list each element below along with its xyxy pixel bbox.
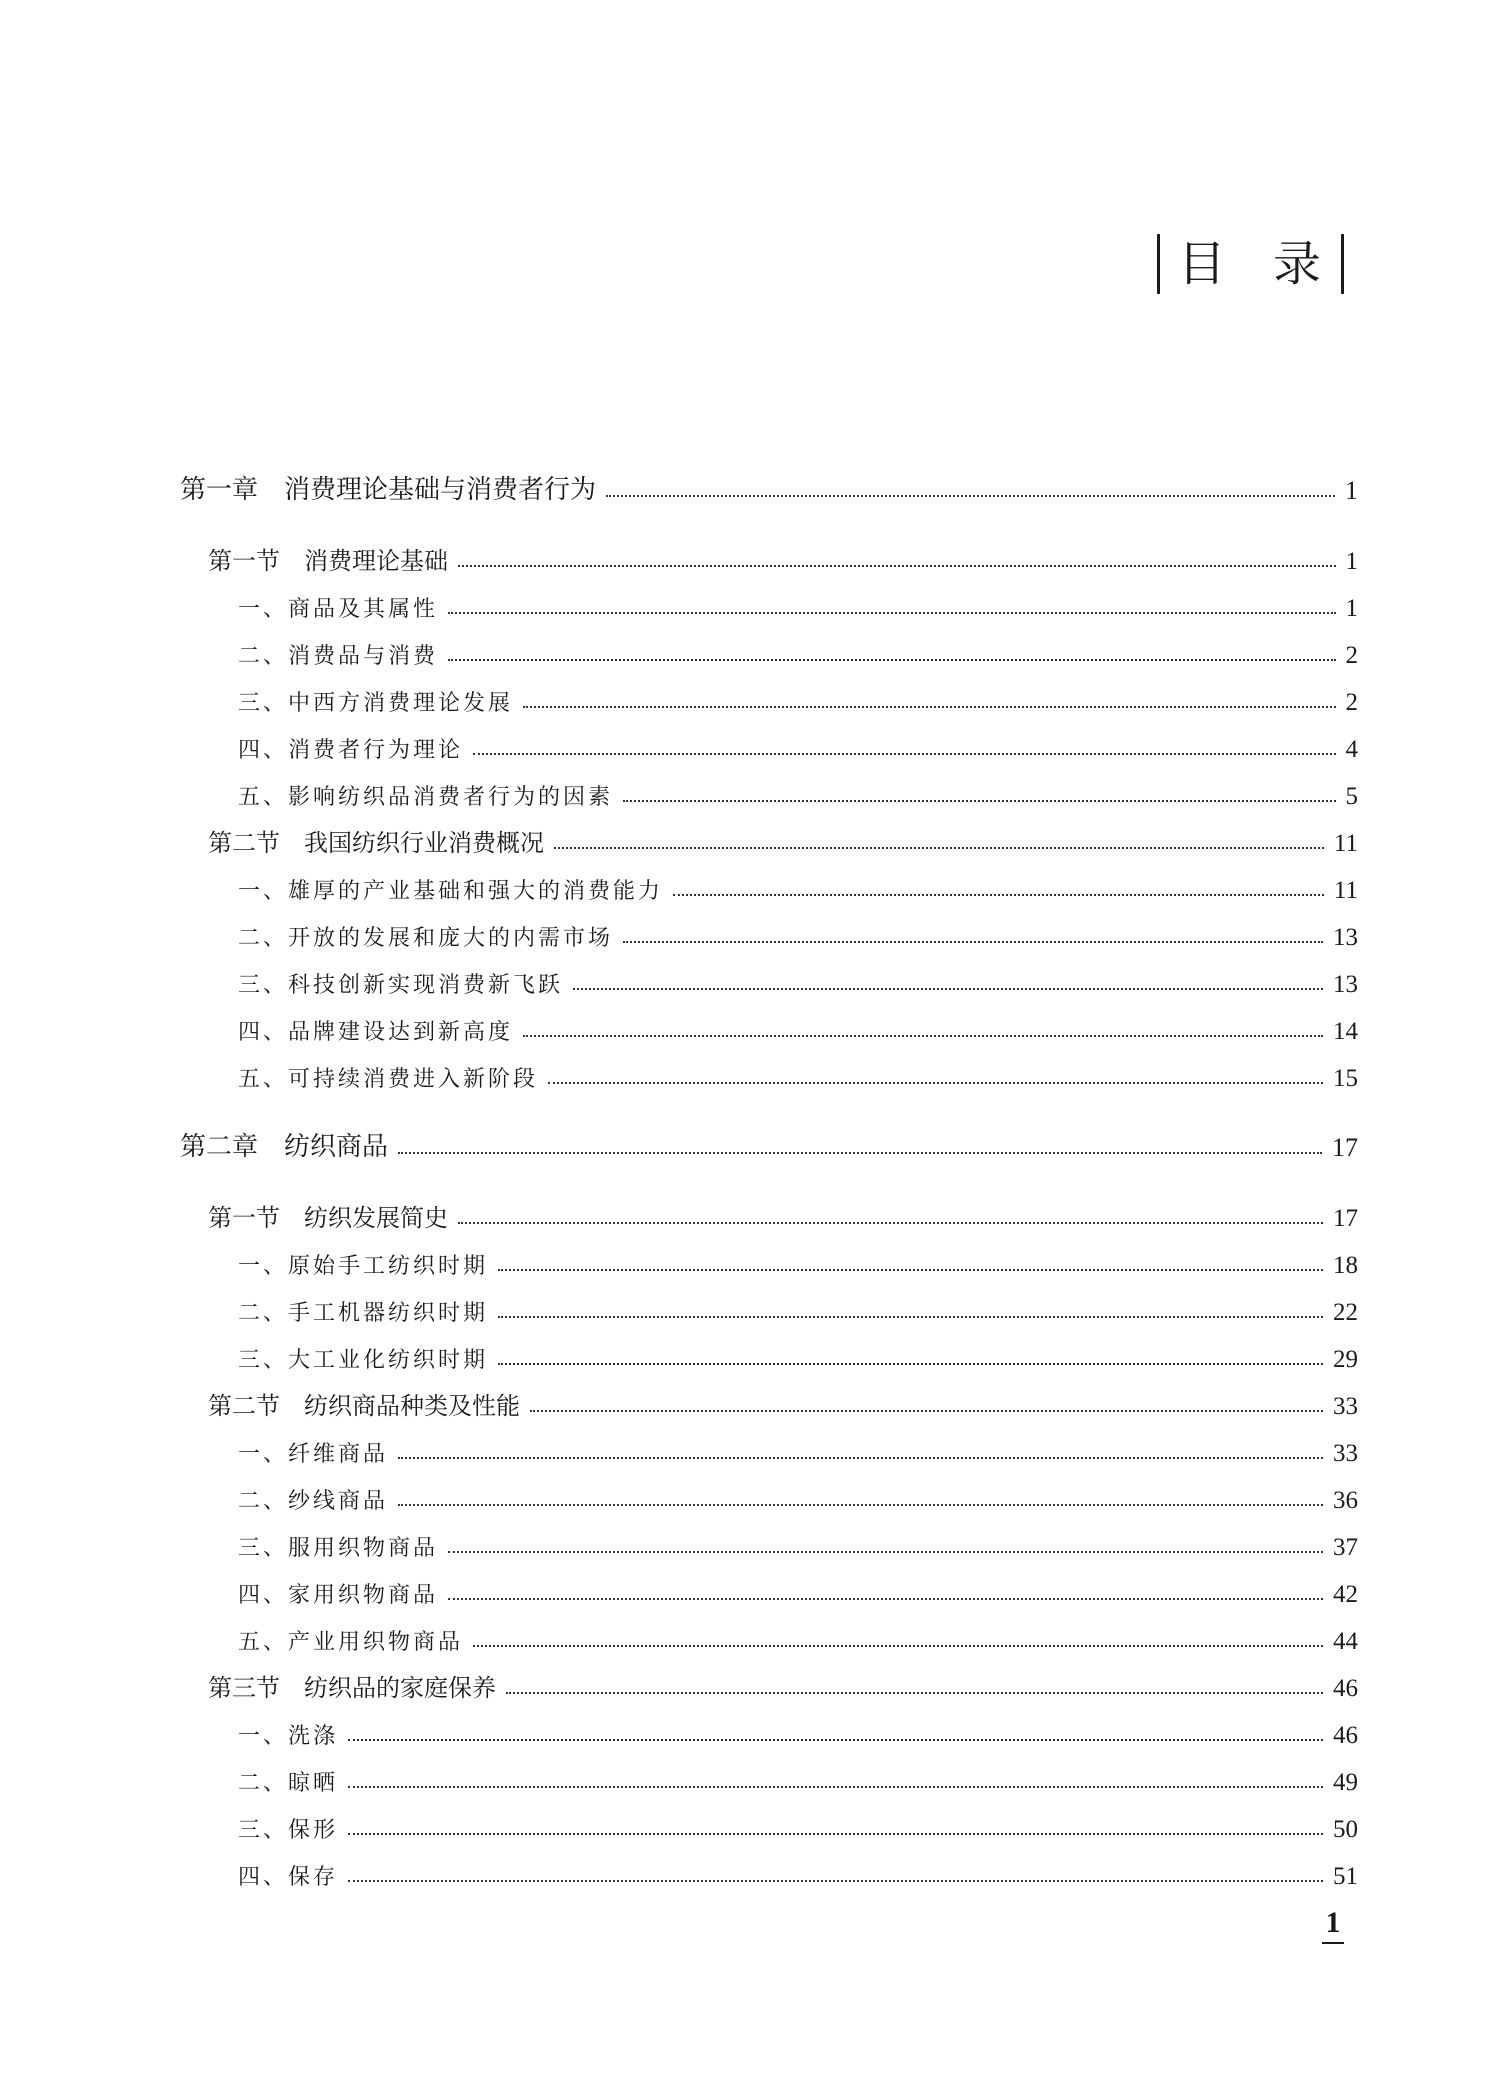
toc-entry-page: 36 (1333, 1487, 1358, 1514)
toc-title-text: 目 录 (1177, 236, 1337, 292)
toc-entry-page: 5 (1345, 783, 1358, 810)
toc-section (0, 536, 1504, 576)
toc-leader-dots (554, 847, 1324, 849)
footer-page-rule (1322, 1942, 1344, 1944)
toc-entry-label: 二、晾晒 (238, 1771, 339, 1796)
toc-entry-page: 2 (1345, 689, 1358, 716)
toc-leader-dots (473, 1645, 1323, 1647)
toc-subsection (0, 1240, 1504, 1280)
toc-entry-page: 29 (1333, 1346, 1358, 1373)
toc-entry-page: 1 (1345, 595, 1358, 622)
toc-entry-label: 三、保形 (238, 1818, 339, 1843)
toc-leader-dots (348, 1786, 1323, 1788)
toc-subsection (0, 630, 1504, 670)
toc-subsection (0, 724, 1504, 764)
toc-entry-label: 二、手工机器纺织时期 (238, 1301, 489, 1326)
toc-subsection (0, 1616, 1504, 1656)
toc-leader-dots (458, 565, 1336, 567)
toc-entry-page: 13 (1333, 924, 1358, 951)
toc-entry-page: 42 (1333, 1581, 1358, 1608)
toc-entry-page: 22 (1333, 1299, 1358, 1326)
toc-subsection (0, 865, 1504, 905)
toc-entry-label: 四、品牌建设达到新高度 (238, 1020, 514, 1045)
toc-leader-dots (473, 753, 1335, 755)
toc-entry-page: 37 (1333, 1534, 1358, 1561)
toc-leader-dots (448, 1551, 1323, 1553)
toc-subsection (0, 1287, 1504, 1327)
toc-entry-label: 第一章 消费理论基础与消费者行为 (180, 475, 597, 505)
toc-entry-page: 33 (1333, 1440, 1358, 1467)
toc-entry-label: 三、服用织物商品 (238, 1536, 439, 1561)
footer-page-number (1322, 1906, 1344, 1944)
toc-entry-label: 第二节 我国纺织行业消费概况 (208, 829, 544, 857)
toc-subsection (0, 1804, 1504, 1844)
toc-entry-page: 46 (1333, 1722, 1358, 1749)
toc-subsection (0, 959, 1504, 999)
toc-entry-page: 13 (1333, 971, 1358, 998)
toc-section (0, 1193, 1504, 1233)
toc-leader-dots (573, 988, 1323, 990)
toc-entry-label: 四、消费者行为理论 (238, 738, 464, 763)
toc-subsection (0, 1006, 1504, 1046)
toc-entry-page: 1 (1345, 476, 1358, 505)
toc-entry-label: 二、开放的发展和庞大的内需市场 (238, 926, 614, 951)
toc-entry-page: 33 (1333, 1393, 1358, 1420)
toc-entry-page: 17 (1332, 1133, 1358, 1162)
toc-section (0, 818, 1504, 858)
toc-leader-dots (606, 495, 1335, 497)
toc-leader-dots (398, 1152, 1322, 1154)
toc-entry-page: 11 (1333, 877, 1358, 904)
toc-entry-page: 1 (1345, 548, 1358, 575)
toc-entry-label: 第二章 纺织商品 (180, 1132, 389, 1162)
toc-leader-dots (498, 1316, 1323, 1318)
toc-entry-page: 14 (1333, 1018, 1358, 1045)
toc-subsection (0, 1428, 1504, 1468)
toc-leader-dots (458, 1222, 1323, 1224)
toc-entry-page: 15 (1333, 1065, 1358, 1092)
toc-title (1157, 232, 1344, 296)
toc-leader-dots (673, 894, 1324, 896)
toc-subsection (0, 1757, 1504, 1797)
toc-entry-page: 18 (1333, 1252, 1358, 1279)
toc-leader-dots (530, 1410, 1323, 1412)
toc-subsection (0, 771, 1504, 811)
toc-subsection (0, 912, 1504, 952)
toc-entry-label: 三、科技创新实现消费新飞跃 (238, 973, 564, 998)
toc-entry-page: 2 (1345, 642, 1358, 669)
toc-entry-label: 五、可持续消费进入新阶段 (238, 1067, 539, 1092)
toc-leader-dots (398, 1457, 1323, 1459)
toc-entry-label: 一、纤维商品 (238, 1442, 389, 1467)
toc-entry-page: 50 (1333, 1816, 1358, 1843)
toc-entry-label: 三、大工业化纺织时期 (238, 1348, 489, 1373)
toc-entry-page: 44 (1333, 1628, 1358, 1655)
toc-entry-label: 二、纱线商品 (238, 1489, 389, 1514)
toc-subsection (0, 677, 1504, 717)
toc-leader-dots (348, 1880, 1323, 1882)
toc-chapter (0, 466, 1504, 506)
toc-entry-label: 四、家用织物商品 (238, 1583, 439, 1608)
toc-subsection (0, 1710, 1504, 1750)
toc-chapter (0, 1123, 1504, 1163)
toc-entry-label: 一、雄厚的产业基础和强大的消费能力 (238, 879, 664, 904)
toc-leader-dots (548, 1082, 1323, 1084)
toc-leader-dots (448, 659, 1335, 661)
toc-entry-label: 一、商品及其属性 (238, 597, 439, 622)
toc-entry-label: 一、洗涤 (238, 1724, 339, 1749)
toc-leader-dots (498, 1269, 1323, 1271)
toc-entry-label: 二、消费品与消费 (238, 644, 439, 669)
toc-entry-label: 第三节 纺织品的家庭保养 (208, 1674, 496, 1702)
toc-leader-dots (523, 1035, 1323, 1037)
toc-entry-label: 第一节 消费理论基础 (208, 547, 448, 575)
toc-entry-page: 17 (1333, 1205, 1358, 1232)
toc-subsection (0, 1053, 1504, 1093)
toc-entry-label: 三、中西方消费理论发展 (238, 691, 514, 716)
toc-subsection (0, 1475, 1504, 1515)
toc-subsection (0, 1522, 1504, 1562)
toc-entry-page: 4 (1345, 736, 1358, 763)
toc-subsection (0, 1569, 1504, 1609)
toc-leader-dots (506, 1692, 1323, 1694)
toc-leader-dots (623, 800, 1335, 802)
toc-entry-label: 五、产业用织物商品 (238, 1630, 464, 1655)
toc-entry-page: 51 (1333, 1863, 1358, 1890)
toc-entry-page: 11 (1333, 830, 1358, 857)
toc-leader-dots (348, 1739, 1323, 1741)
toc-leader-dots (348, 1833, 1323, 1835)
toc-entry-page: 49 (1333, 1769, 1358, 1796)
toc-leader-dots (448, 612, 1335, 614)
toc-leader-dots (623, 941, 1323, 943)
toc-section (0, 1663, 1504, 1703)
toc-entry-page: 46 (1333, 1675, 1358, 1702)
toc-entry-label: 一、原始手工纺织时期 (238, 1254, 489, 1279)
title-right-bar (1341, 234, 1344, 294)
toc-subsection (0, 1334, 1504, 1374)
toc-subsection (0, 583, 1504, 623)
footer-page-number-text: 1 (1325, 1906, 1341, 1939)
toc-entry-label: 四、保存 (238, 1865, 339, 1890)
toc-subsection (0, 1851, 1504, 1891)
toc-entry-label: 第二节 纺织商品种类及性能 (208, 1392, 520, 1420)
toc-entry-label: 第一节 纺织发展简史 (208, 1204, 448, 1232)
toc-leader-dots (523, 706, 1335, 708)
toc-section (0, 1381, 1504, 1421)
toc-entry-label: 五、影响纺织品消费者行为的因素 (238, 785, 614, 810)
toc-leader-dots (398, 1504, 1323, 1506)
toc-leader-dots (448, 1598, 1323, 1600)
toc-leader-dots (498, 1363, 1323, 1365)
